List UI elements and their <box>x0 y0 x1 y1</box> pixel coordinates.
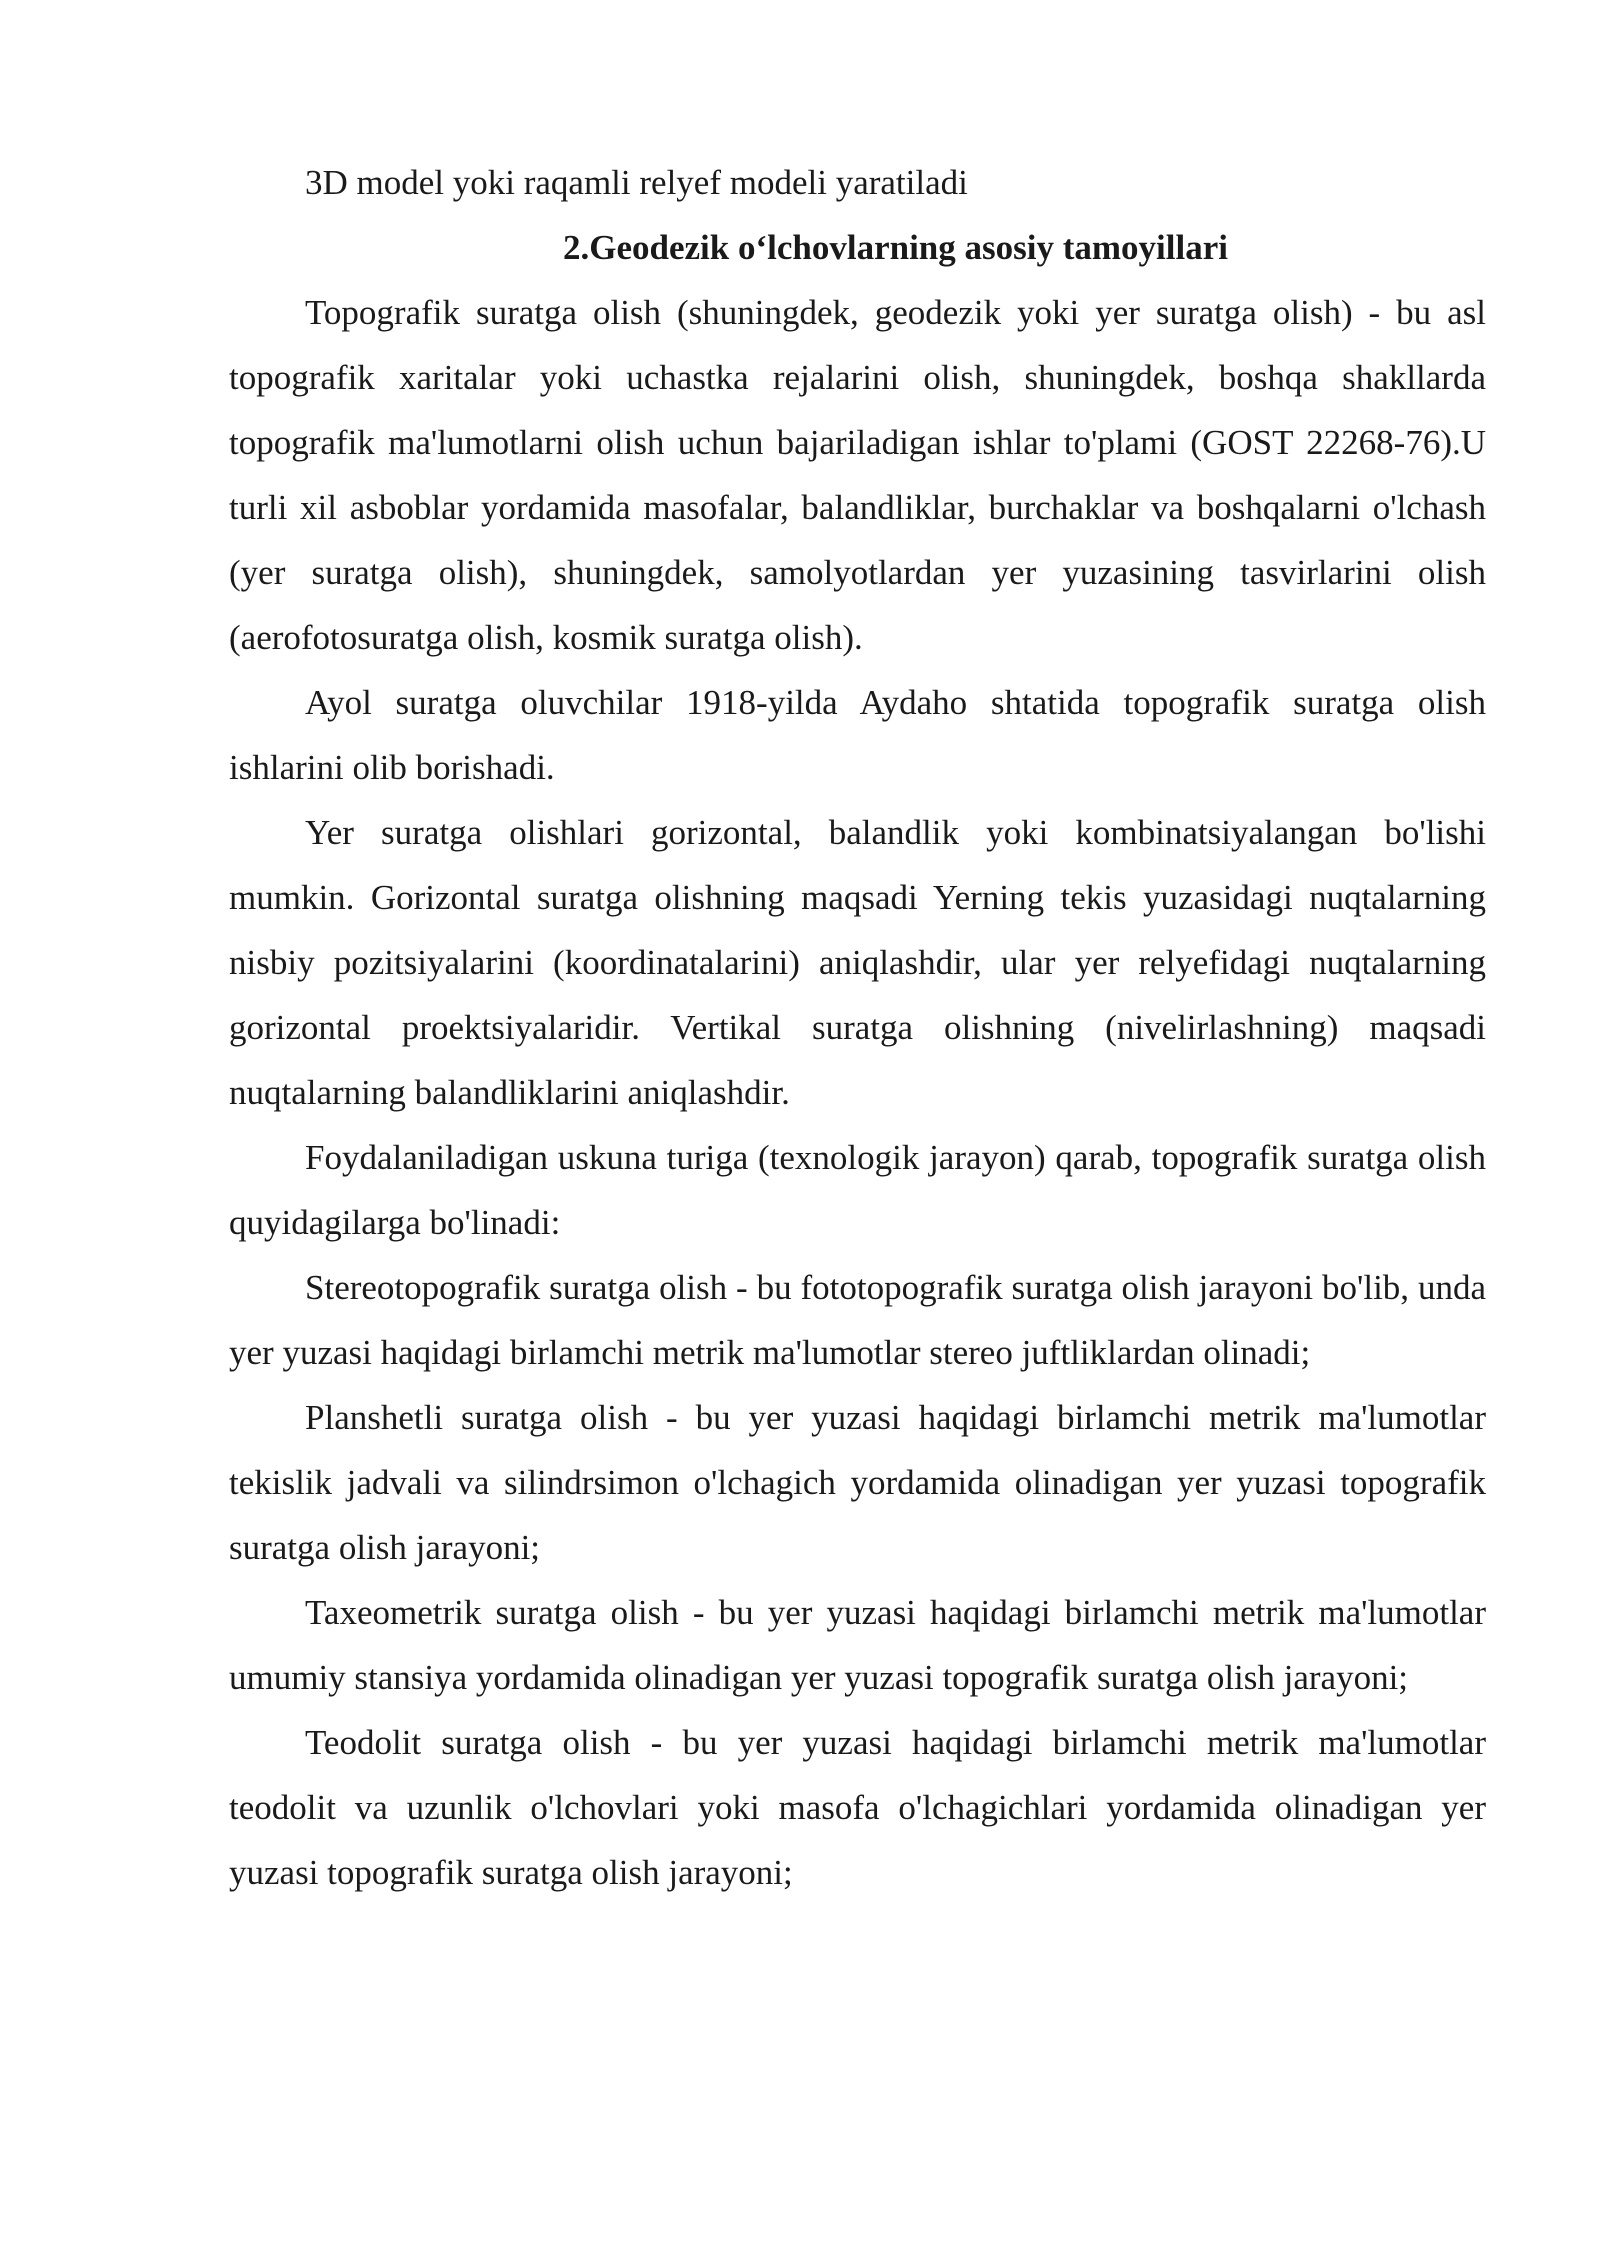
paragraph-women-surveyors: Ayol suratga oluvchilar 1918-yilda Aydaho shtatida topografik suratga olish ishlarini olib borishadi. <box>229 683 1486 787</box>
paragraph-tacheometric: Taxeometrik suratga olish - bu yer yuzasi haqidagi birlamchi metrik ma'lumotlar umumiy stansiya yordamida olinadigan yer yuzasi topografik suratga olish jarayoni; <box>229 1593 1486 1697</box>
paragraph-plane-table: Planshetli suratga olish - bu yer yuzasi haqidagi birlamchi metrik ma'lumotlar tekislik jadvali va silindrsimon o'lchagich yordamida olinadigan yer yuzasi topografik suratga olish jarayoni; <box>229 1398 1486 1567</box>
paragraph-topographic-survey: Topografik suratga olish (shuningdek, geodezik yoki yer suratga olish) - bu asl topografik xaritalar yoki uchastka rejalarini olish, shuningdek, boshqa shakllarda topografik ma'lumotlarni olish uchun bajariladigan ishlar to'plami (GOST 22268-76).U turli xil asboblar yordamida masofalar, balandliklar, burchaklar va boshqalarni o'lchash (yer suratga olish), shuningdek, samolyotlardan yer yuzasining tasvirlarini olish (aerofotosuratga olish, kosmik suratga olish). <box>229 293 1486 657</box>
paragraph-equipment-classification: Foydalaniladigan uskuna turiga (texnologik jarayon) qarab, topografik suratga olish quyidagilarga bo'linadi: <box>229 1138 1486 1242</box>
document-page <box>229 150 1486 1905</box>
section-heading: 2.Geodezik o‘lchovlarning asosiy tamoyillari <box>563 228 1228 267</box>
paragraph-stereotopographic: Stereotopografik suratga olish - bu fototopografik suratga olish jarayoni bo'lib, unda yer yuzasi haqidagi birlamchi metrik ma'lumotlar stereo juftliklardan olinadi; <box>229 1268 1486 1372</box>
paragraph-survey-types: Yer suratga olishlari gorizontal, balandlik yoki kombinatsiyalangan bo'lishi mumkin. Gorizontal suratga olishning maqsadi Yerning tekis yuzasidagi nuqtalarning nisbiy pozitsiyalarini (koordinatalarini) aniqlashdir, ular yer relyefidagi nuqtalarning gorizontal proektsiyalaridir. Vertikal suratga olishning (nivelirlashning) maqsadi nuqtalarning balandliklarini aniqlashdir. <box>229 813 1486 1112</box>
paragraph-theodolite: Teodolit suratga olish - bu yer yuzasi haqidagi birlamchi metrik ma'lumotlar teodolit va uzunlik o'lchovlari yoki masofa o'lchagichlari yordamida olinadigan yer yuzasi topografik suratga olish jarayoni; <box>229 1723 1486 1892</box>
intro-line: 3D model yoki raqamli relyef modeli yaratiladi <box>305 163 968 202</box>
